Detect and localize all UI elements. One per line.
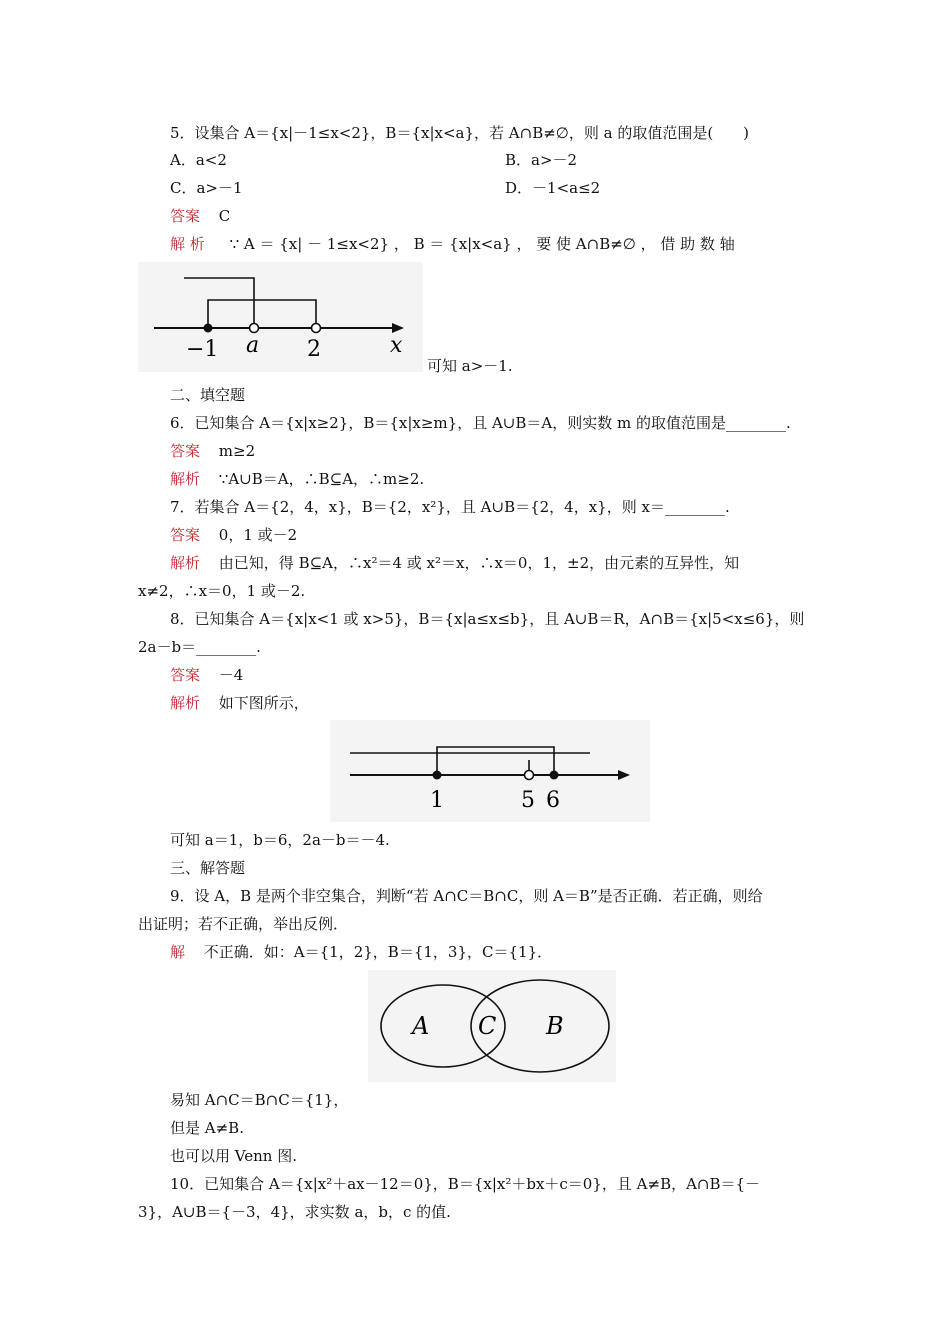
- q8-conclusion: 可知 a＝1，b＝6，2a－b＝－4.: [170, 831, 390, 849]
- set-a-bracket: [208, 300, 316, 328]
- section-heading: 二、填空题: [170, 386, 246, 404]
- number-line-figure-q5: [138, 262, 423, 372]
- venn-svg: [368, 970, 616, 1082]
- analysis-text: ∵A∪B＝A，∴B⊆A，∴m≥2.: [218, 470, 425, 488]
- q8-stem: 8．已知集合 A＝{x|x<1 或 x>5}，B＝{x|a≤x≤b}，且 A∪B＝R，A∩B＝{x|5<x≤6}，则: [170, 610, 805, 628]
- q6-analysis: [170, 469, 424, 489]
- venn-label: A: [412, 1012, 430, 1040]
- q5-conclusion: 可知 a>－1.: [427, 357, 513, 375]
- q9-line: 也可以用 Venn 图.: [170, 1147, 297, 1165]
- answer-value: m≥2: [218, 442, 256, 460]
- answer-label: 答案: [170, 442, 201, 460]
- q8-analysis: [170, 693, 309, 713]
- analysis-text: 如下图所示，: [218, 694, 309, 712]
- q6-stem: 6．已知集合 A＝{x|x≥2}，B＝{x|x≥m}，且 A∪B＝A，则实数 m 的取值范围是________.: [170, 414, 791, 432]
- answer-label: 答案: [170, 207, 201, 225]
- q9-stem: 9．设 A，B 是两个非空集合，判断“若 A∩C＝B∩C，则 A＝B”是否正确．若正确，则给: [170, 887, 763, 905]
- q10-stem: 10．已知集合 A＝{x|x²＋ax－12＝0}，B＝{x|x²＋bx＋c＝0}，且 A≠B，A∩B＝{－: [170, 1175, 761, 1193]
- solution-text: 不正确．如：A＝{1，2}，B＝{1，3}，C＝{1}．: [203, 943, 553, 961]
- number-line-svg-q8: [330, 720, 650, 822]
- q7-analysis-cont: x≠2，∴x＝0，1 或－2.: [138, 582, 306, 600]
- number-line-figure-q8: [330, 720, 650, 822]
- closed-point-6: [550, 771, 559, 780]
- q5-option-a: A．a<2: [170, 151, 227, 169]
- tick-label: a: [246, 333, 260, 358]
- set-b-bracket: [184, 278, 254, 328]
- solution-label: 解: [170, 943, 186, 961]
- answer-value: C: [218, 207, 231, 225]
- answer-value: －4: [218, 666, 244, 684]
- tick-label: 5: [521, 788, 535, 813]
- open-point-2: [312, 324, 321, 333]
- q9-line: 易知 A∩C＝B∩C＝{1}，: [170, 1091, 349, 1109]
- tick-label: 6: [546, 788, 560, 813]
- analysis-text: 由已知，得 B⊆A，∴x²＝4 或 x²＝x，∴x＝0，1，±2，由元素的互异性，知: [218, 554, 740, 572]
- closed-point-minus1: [204, 324, 213, 333]
- tick-label: −1: [186, 337, 219, 362]
- analysis-label: 解析: [170, 694, 201, 712]
- venn-label: C: [478, 1012, 497, 1040]
- venn-label: B: [546, 1012, 564, 1040]
- tick-label: 2: [307, 337, 321, 362]
- section-heading: 三、解答题: [170, 859, 246, 877]
- open-point-5: [525, 771, 534, 780]
- analysis-label: 解析: [170, 470, 201, 488]
- tick-label: 1: [430, 788, 444, 813]
- q8-stem-cont: 2a－b＝________.: [138, 638, 261, 656]
- open-point-a: [250, 324, 259, 333]
- q7-stem: 7．若集合 A＝{2，4，x}，B＝{2，x²}，且 A∪B＝{2，4，x}，则 x＝________.: [170, 498, 730, 516]
- q9-solution: [170, 942, 552, 962]
- analysis-label: 解 析: [170, 235, 205, 253]
- q5-option-c: C．a>－1: [170, 179, 243, 197]
- answer-label: 答案: [170, 666, 201, 684]
- q7-answer: [170, 525, 297, 545]
- set-b-bracket: [437, 747, 554, 775]
- q6-answer: [170, 441, 255, 461]
- axis-label: x: [390, 333, 403, 358]
- q5-option-b: B．a>－2: [505, 151, 578, 169]
- answer-label: 答案: [170, 526, 201, 544]
- axis-arrow: [392, 323, 404, 333]
- answer-value: 0，1 或－2: [218, 526, 298, 544]
- analysis-label: 解析: [170, 554, 201, 572]
- q10-stem-cont: 3}，A∪B＝{－3，4}，求实数 a，b，c 的值.: [138, 1203, 451, 1221]
- q5-analysis: [170, 234, 735, 254]
- number-line-svg-q5: [138, 262, 423, 372]
- q9-stem-cont: 出证明；若不正确，举出反例．: [138, 915, 349, 933]
- axis-arrow: [618, 770, 630, 780]
- venn-diagram: [368, 970, 616, 1082]
- q7-analysis: [170, 553, 739, 573]
- q5-stem: 5．设集合 A＝{x|－1≤x<2}，B＝{x|x<a}，若 A∩B≠∅，则 a 的取值范围是( ): [170, 124, 750, 142]
- q9-line: 但是 A≠B.: [170, 1119, 244, 1137]
- q8-answer: [170, 665, 243, 685]
- closed-point-1: [433, 771, 442, 780]
- analysis-text: ∵ A ＝ {x| － 1≤x<2} ， B ＝ {x|x<a} ， 要 使 A∩B≠∅ ， 借 助 数 轴: [229, 235, 735, 253]
- q5-answer: [170, 206, 230, 226]
- q5-option-d: D．－1<a≤2: [505, 179, 601, 197]
